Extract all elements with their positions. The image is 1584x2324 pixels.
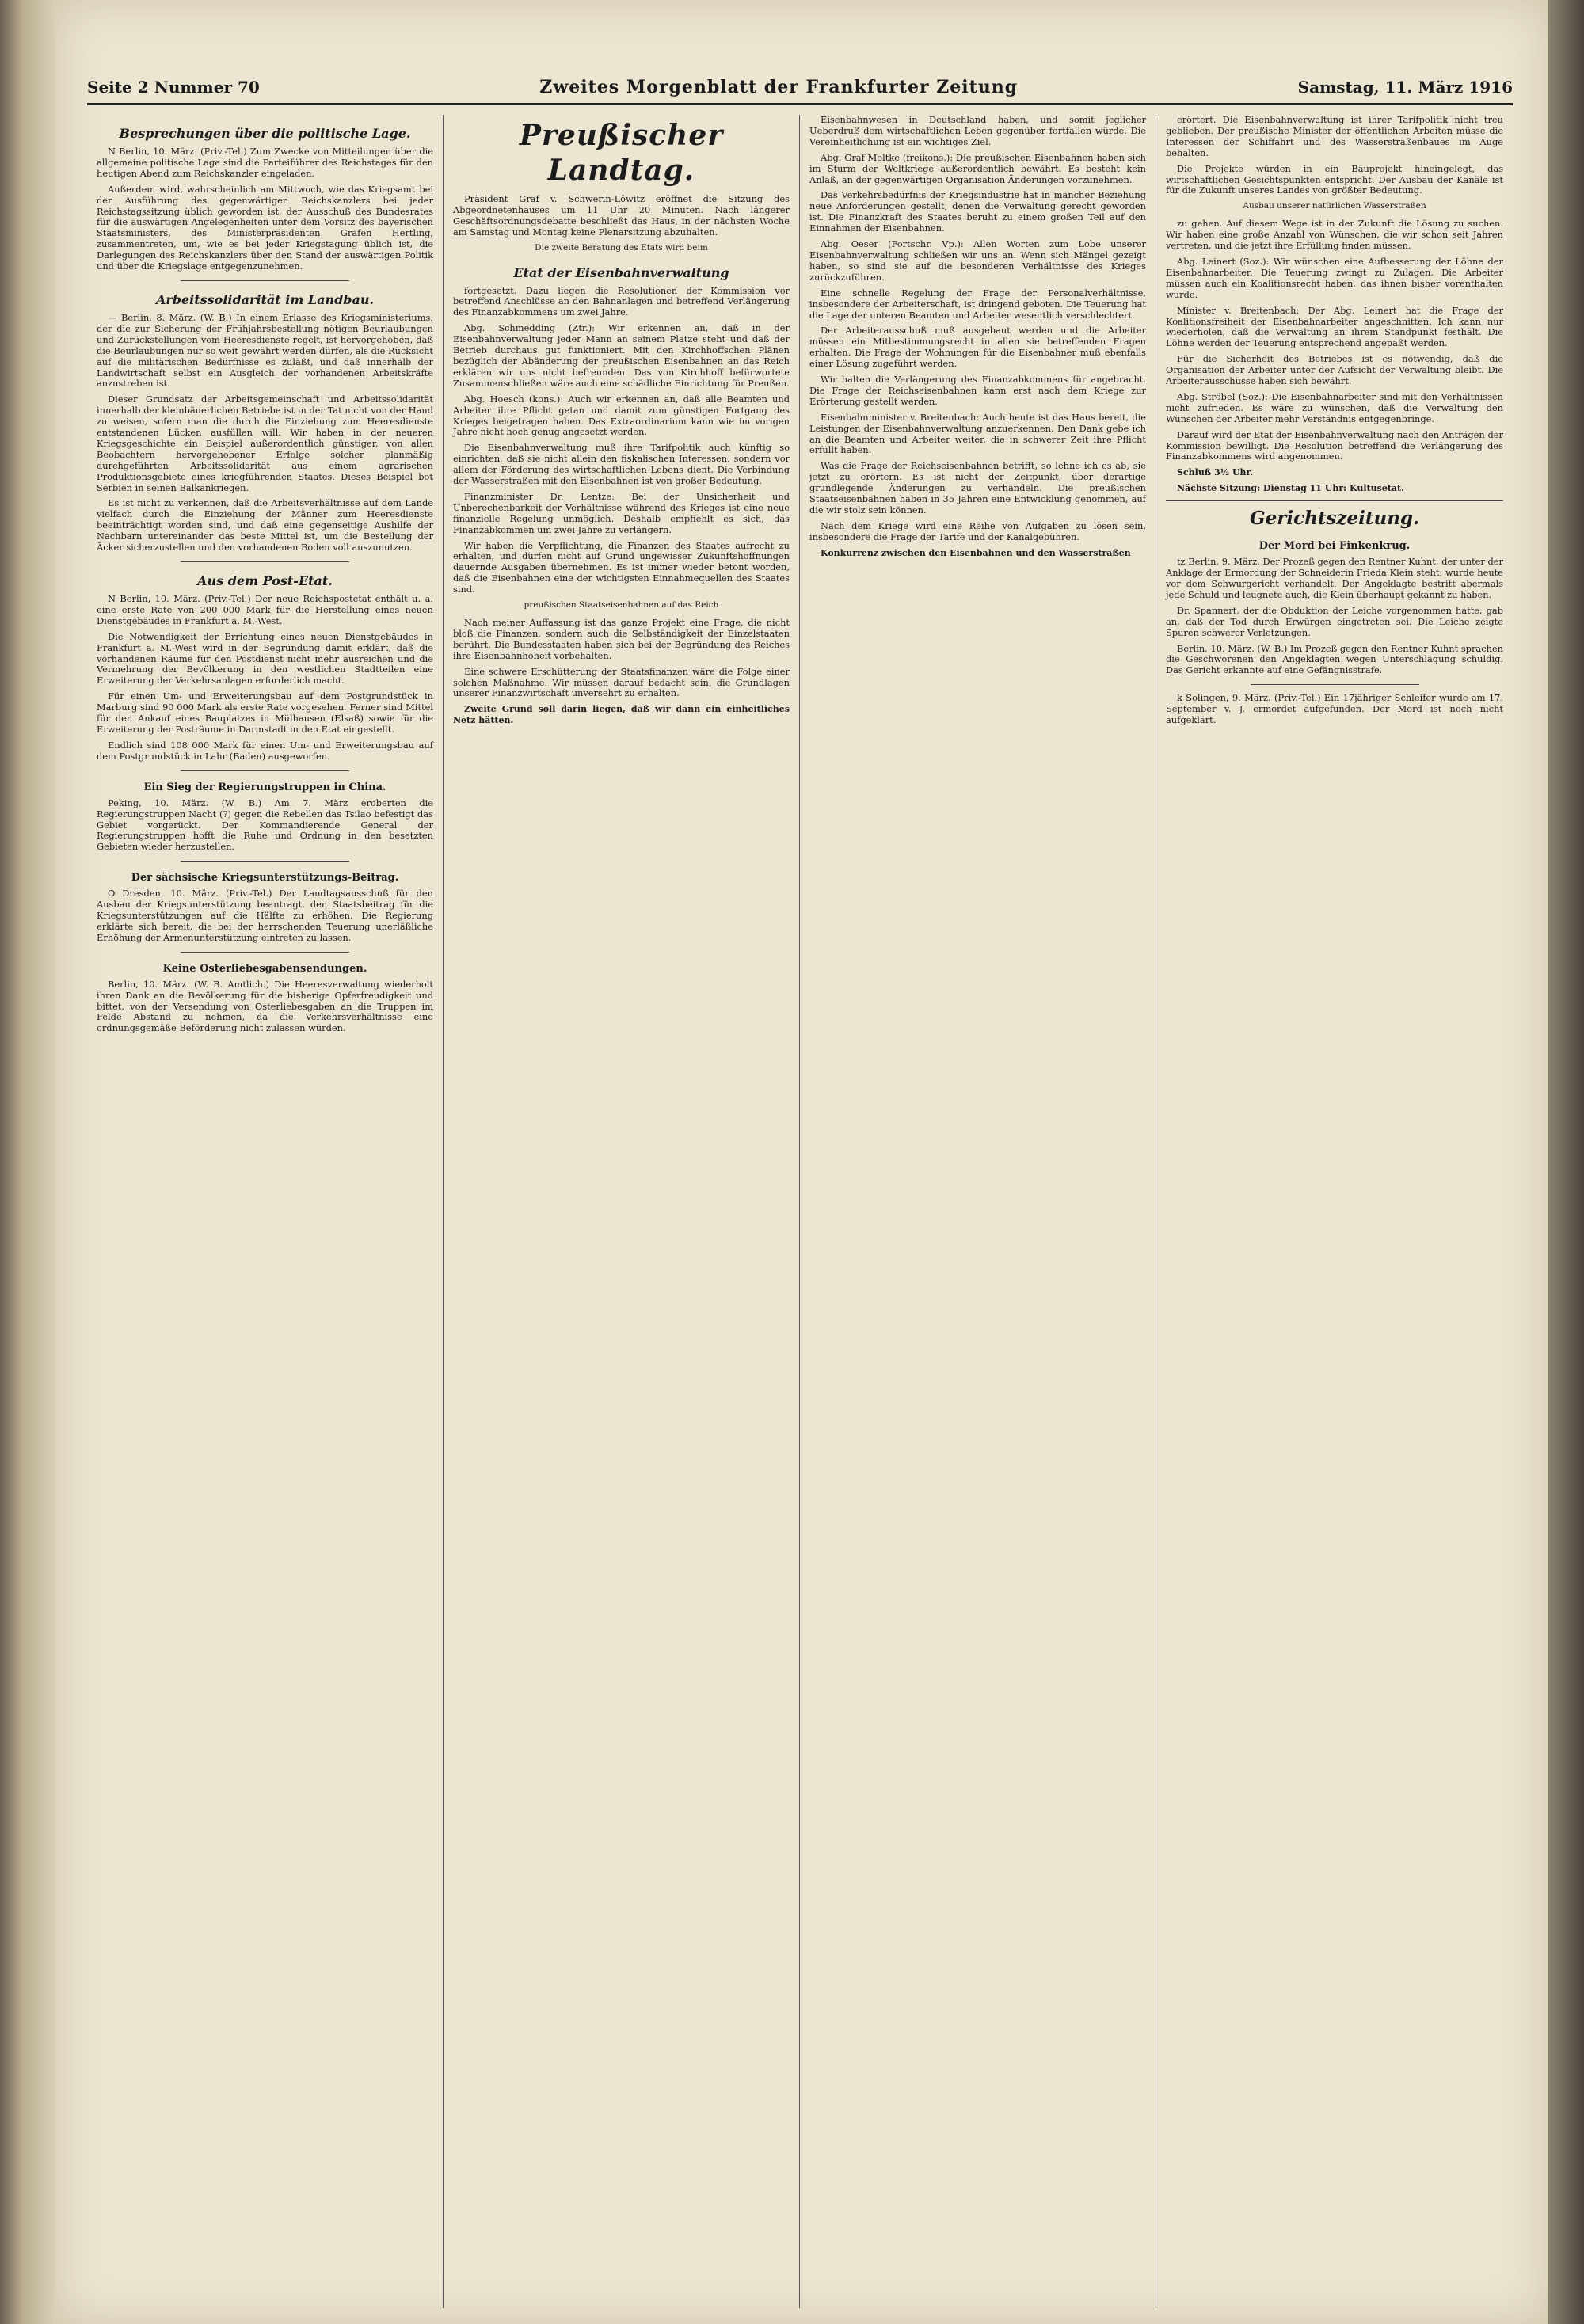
paragraph: Das Verkehrsbedürfnis der Kriegsindustrie hat in mancher Beziehung neue Anforderungen gestellt, denen die Verwaltung gerecht geworden ist. Die Finanzkraft des Staates beruht zu einem großen Teil auf den Einnahmen der Eisenbahnen. <box>809 189 1146 234</box>
paragraph: Wir halten die Verlängerung des Finanzabkommens für angebracht. Die Frage der Reichseisenbahnen kann erst nach dem Kriege zur Erörterung gestellt werden. <box>809 374 1146 407</box>
paragraph: Abg. Ströbel (Soz.): Die Eisenbahnarbeiter sind mit den Verhältnissen nicht zufrieden. Es wäre zu wünschen, daß die Verwaltung den Wünschen der Arbeiter mehr Verständnis entgegenbringe. <box>1166 390 1503 424</box>
paragraph: Es ist nicht zu verkennen, daß die Arbeitsverhältnisse auf dem Lande vielfach durch die Einziehung der Männer zum Heeresdienste beeinträchtigt worden sind, und daß eine gegenseitige Aushilfe der Nachbarn untereinander das beste Mittel ist, um die Bestellung der Äcker sicherzustellen und den vorhandenen Boden voll auszunutzen. <box>97 497 433 553</box>
paragraph: N Berlin, 10. März. (Priv.-Tel.) Der neue Reichspostetat enthält u. a. eine erste Rate von 200 000 Mark für die Herstellung eines neuen Dienstgebäudes in Frankfurt a. M.-West. <box>97 593 433 626</box>
paragraph: Die Projekte würden in ein Bauprojekt hineingelegt, das wirtschaftlichen Gesichtspunkten entspricht. Der Ausbau der Kanäle ist für die Zukunft unseres Landes von größter Bedeutung. <box>1166 162 1503 196</box>
paragraph: Dr. Spannert, der die Obduktion der Leiche vorgenommen hatte, gab an, daß der Tod durch Erwürgen eingetreten sei. Die Leiche zeigte Spuren schwerer Verletzungen. <box>1166 604 1503 638</box>
paragraph: Abg. Graf Moltke (freikons.): Die preußischen Eisenbahnen haben sich im Sturm der Weltkriege außerordentlich bewährt. Es besteht kein Anlaß, an der gegenwärtigen Organisation Änderungen vorzunehmen. <box>809 151 1146 185</box>
paragraph: Für die Sicherheit des Betriebes ist es notwendig, daß die Organisation der Arbeiter unter der Aufsicht der Verwaltung bleibt. Die Arbeiterausschüsse haben sich bewährt. <box>1166 353 1503 387</box>
paragraph: Nach dem Kriege wird eine Reihe von Aufgaben zu lösen sein, insbesondere die Frage der Tarife und der Kanalgebühren. <box>809 519 1146 542</box>
headline-easter-parcels: Keine Osterliebesgabensendungen. <box>162 962 367 975</box>
paragraph: Eine schnelle Regelung der Frage der Personalverhältnisse, insbesondere der Arbeiterschaft, ist dringend geboten. Die Teuerung hat die Lage der unteren Beamten und Arbeiter wesentlich verschlechtert. <box>809 287 1146 321</box>
divider <box>181 861 349 862</box>
newspaper-page <box>55 0 1548 2324</box>
headline-finkenkrug-murder: Der Mord bei Finkenkrug. <box>1258 540 1411 553</box>
headline-railway-budget: Etat der Eisenbahnverwaltung <box>513 264 729 280</box>
paragraph: Finanzminister Dr. Lentze: Bei der Unsicherheit und Unberechenbarkeit der Verhältnisse während des Krieges ist eine neue finanzielle Regelung unmöglich. Deshalb empfiehlt es sich, das Finanzabkommen um zwei Jahre zu verlängern. <box>453 490 790 535</box>
column-1 <box>87 115 444 2308</box>
paragraph: Die Eisenbahnverwaltung muß ihre Tarifpolitik auch künftig so einrichten, daß sie nicht allein den fiskalischen Interessen, sondern vor allem der Förderung des wirtschaftlichen Lebens dient. Die Verbindung der Wasserstraßen mit den Eisenbahnen ist von großer Bedeutung. <box>453 442 790 487</box>
column-footer-line: Konkurrenz zwischen den Eisenbahnen und den Wasserstraßen <box>821 547 1131 558</box>
paragraph: Darauf wird der Etat der Eisenbahnverwaltung nach den Anträgen der Kommission bewilligt. Die Resolution betreffend die Verlängerung des Finanzabkommens wird angenommen. <box>1166 428 1503 462</box>
divider <box>181 952 349 953</box>
paragraph: Abg. Oeser (Fortschr. Vp.): Allen Worten zum Lobe unserer Eisenbahnverwaltung schließen wir uns an. Wenn sich Mängel gezeigt haben, so sind sie auf die besonderen Verhältnisse des Krieges zurückzuführen. <box>809 238 1146 283</box>
page-number: Seite 2 Nummer 70 <box>87 78 260 97</box>
paragraph: Eisenbahnwesen in Deutschland haben, und somit jeglicher Ueberdruß dem wirtschaftlichen Leben gegenüber fortfallen würde. Die Vereinheitlichung ist ein wichtiges Ziel. <box>809 115 1146 147</box>
headline-post-budget: Aus dem Post-Etat. <box>197 573 333 588</box>
subheading: Die zweite Beratung des Etats wird beim <box>535 242 708 253</box>
paragraph: Abg. Leinert (Soz.): Wir wünschen eine Aufbesserung der Löhne der Eisenbahnarbeiter. Die Teuerung zwingt zu Zulagen. Die Arbeiter müssen auch ein Koalitionsrecht haben, das ihnen bisher vorenthalten wurde. <box>1166 255 1503 300</box>
paragraph: k Solingen, 9. März. (Priv.-Tel.) Ein 17jähriger Schleifer wurde am 17. September v. J. ermordet aufgefunden. Der Mord ist noch nicht aufgeklärt. <box>1166 692 1503 726</box>
column-footer-line: Zweite Grund soll darin liegen, daß wir dann ein einheitliches Netz hätten. <box>453 704 790 726</box>
headline-china-victory: Ein Sieg der Regierungstruppen in China. <box>143 781 386 793</box>
paragraph: erörtert. Die Eisenbahnverwaltung ist ihrer Tarifpolitik nicht treu geblieben. Der preußische Minister der öffentlichen Arbeiten müsse die Interessen der Schiffahrt und des Wasserstraßenbaues im Auge behalten. <box>1166 115 1503 158</box>
newspaper-title: Zweites Morgenblatt der Frankfurter Zeitung <box>539 77 1019 97</box>
paragraph: Außerdem wird, wahrscheinlich am Mittwoch, wie das Kriegsamt bei der Ausführung des gegenwärtigen Reichskanzlers bei jeder Reichstagssitzung üblich geworden ist, der Ausschuß des Bundesrates für die auswärtigen Angelegenheiten unter dem Vorsitz des bayerischen Staatsministers, des Ministerpräsidenten Grafen Hertling, zusammentreten, um, wie es bei jeder Kriegstagung üblich ist, die Darlegungen des Reichskanzlers über den Stand der auswärtigen Politik und über die Kriegslage entgegenzunehmen. <box>97 183 433 272</box>
paragraph: Was die Frage der Reichseisenbahnen betrifft, so lehne ich es ab, sie jetzt zu erörtern. Es ist nicht der Zeitpunkt, über derartige grundlegende Änderungen zu verhandeln. Die preußischen Staatseisenbahnen haben in 35 Jahren eine Entwicklung genommen, auf die wir stolz sein können. <box>809 460 1146 515</box>
article-columns <box>87 115 1513 2308</box>
headline-prussian-parliament: Preußischer Landtag. <box>519 119 724 187</box>
paragraph: Nach meiner Auffassung ist das ganze Projekt eine Frage, die nicht bloß die Finanzen, sondern auch die Selbständigkeit der Einzelstaaten berührt. Die Bundesstaaten haben sich bei der Begründung des Reiches ihre Eisenbahnhoheit vorbehalten. <box>453 617 790 661</box>
scan-right-edge <box>1548 0 1584 2324</box>
paragraph: Abg. Hoesch (kons.): Auch wir erkennen an, daß alle Beamten und Arbeiter ihre Pflicht getan und damit zum günstigen Fortgang des Krieges beigetragen haben. Das Extraordinarium kann wie im vorigen Jahre nicht hoch genug angesetzt werden. <box>453 393 790 438</box>
paragraph: Berlin, 10. März. (W. B.) Im Prozeß gegen den Rentner Kuhnt sprachen die Geschworenen den Angeklagten wegen Unterschlagung schuldig. Das Gericht erkannte auf eine Gefängnisstrafe. <box>1166 642 1503 676</box>
paragraph: Eisenbahnminister v. Breitenbach: Auch heute ist das Haus bereit, die Leistungen der Eisenbahnverwaltung anzuerkennen. Den Dank gebe ich an die Beamten und Arbeiter weiter, die in schwerer Zeit ihre Pflicht erfüllt haben. <box>809 411 1146 456</box>
paragraph: O Dresden, 10. März. (Priv.-Tel.) Der Landtagsausschuß für den Ausbau der Kriegsunterstützung beantragt, den Staatsbeitrag für die Kriegsunterstützungen auf die Hälfte zu erhöhen. Die Regierung erklärte sich bereit, die bei der herrschenden Teuerung unerläßliche Erhöhung der Armenunterstützung eintreten zu lassen. <box>97 888 433 943</box>
paragraph: Dieser Grundsatz der Arbeitsgemeinschaft und Arbeitssolidarität innerhalb der kleinbäuerlichen Betriebe ist in der Tat nicht von der Hand zu weisen, sofern man die durch die Einziehung zum Heeresdienste entstandenen Lücken ausfüllen will. Wir haben in der neueren Kriegsgeschichte ein Beispiel außerordentlich günstiger, von allen Beobachtern hervorgehobener Erfolge solcher planmäßig durchgeführten Arbeitssolidarität aus einem agrarischen Produktionsgebiete eines kriegführenden Staates. Dieses Beispiel bot Serbien in seinen Balkankriegen. <box>97 394 433 493</box>
column-3 <box>800 115 1156 2308</box>
paragraph: Peking, 10. März. (W. B.) Am 7. März eroberten die Regierungstruppen Nacht (?) gegen die Rebellen das Tsilao befestigt das Gebiet vorgerückt. Der Kommandierende General der Regierungstruppen hofft die Ruhe und Ordnung in den besetzten Gebieten wieder herzustellen. <box>97 797 433 853</box>
divider <box>1166 500 1503 501</box>
issue-date: Samstag, 11. März 1916 <box>1297 78 1513 97</box>
paragraph: Abg. Schmedding (Ztr.): Wir erkennen an, daß in der Eisenbahnverwaltung jeder Mann an seinem Platze steht und daß der Betrieb durchaus gut funktioniert. Mit den Kirchhoffschen Plänen bezüglich der Abänderung der preußischen Eisenbahnen an das Reich erklären wir uns nicht befreunden. Das von Kirchhoff befürwortete Zusammenschließen wäre auch eine schädliche Einrichtung für Preußen. <box>453 322 790 389</box>
paragraph: Eine schwere Erschütterung der Staatsfinanzen wäre die Folge einer solchen Maßnahme. Wir müssen darauf bedacht sein, die Grundlagen unserer Finanzwirtschaft unversehrt zu erhalten. <box>453 665 790 699</box>
divider <box>181 770 349 771</box>
scan-binding-edge <box>0 0 55 2324</box>
column-2 <box>444 115 800 2308</box>
paragraph: N Berlin, 10. März. (Priv.-Tel.) Zum Zwecke von Mitteilungen über die allgemeine politische Lage sind die Parteiführer des Reichstages für den heutigen Abend zum Reichskanzler eingeladen. <box>97 146 433 179</box>
next-session: Nächste Sitzung: Dienstag 11 Uhr: Kultusetat. <box>1177 483 1404 494</box>
divider <box>181 280 349 281</box>
divider <box>181 561 349 562</box>
session-close: Schluß 3½ Uhr. <box>1177 467 1254 478</box>
subheading: preußischen Staatseisenbahnen auf das Reich <box>524 600 719 610</box>
headline-political-talks: Besprechungen über die politische Lage. <box>119 126 411 141</box>
paragraph: — Berlin, 8. März. (W. B.) In einem Erlasse des Kriegsministeriums, der die zur Sicherung der Frühjahrsbestellung nötigen Beurlaubungen und Zurückstellungen vom Heeresdienste regelt, ist hervorgehoben, daß die Beurlaubungen nur so weit gewährt werden dürfen, als die Rücksicht auf die militärischen Bedürfnisse es zuläßt, und daß innerhalb der Landwirtschaft selbst ein Ausgleich der vorhandenen Arbeitskräfte anzustreben ist. <box>97 311 433 390</box>
paragraph: Für einen Um- und Erweiterungsbau auf dem Postgrundstück in Marburg sind 90 000 Mark als erste Rate vorgesehen. Ferner sind Mittel für den Ankauf eines Bauplatzes in Mülhausen (Elsaß) sowie für die Erweiterung der Posträume in Darmstadt in den Etat eingestellt. <box>97 690 433 735</box>
paragraph: zu gehen. Auf diesem Wege ist in der Zukunft die Lösung zu suchen. Wir haben eine große Anzahl von Wünschen, die wir schon seit Jahren vertreten, und die jetzt ihre Erfüllung finden müssen. <box>1166 218 1503 252</box>
paragraph: Wir haben die Verpflichtung, die Finanzen des Staates aufrecht zu erhalten, und dürfen nicht auf Grund ungewisser Zukunftshoffnungen dauernde Ausgaben übernehmen. Es ist immer wieder betont worden, daß die Eisenbahnen eine der wichtigsten Einnahmequellen des Staates sind. <box>453 539 790 595</box>
paragraph: Der Arbeiterausschuß muß ausgebaut werden und die Arbeiter müssen ein Mitbestimmungsrecht in allen sie betreffenden Fragen erhalten. Die Frage der Wohnungen für die Eisenbahner muß ebenfalls einer Lösung zugeführt werden. <box>809 325 1146 370</box>
column-4 <box>1156 115 1513 2308</box>
subheading: Ausbau unserer natürlichen Wasserstraßen <box>1243 201 1426 211</box>
paragraph: fortgesetzt. Dazu liegen die Resolutionen der Kommission vor betreffend Anschlüsse an den Bahnanlagen und betreffend Verlängerung des Finanzabkommens um zwei Jahre. <box>453 284 790 318</box>
headline-saxon-contribution: Der sächsische Kriegsunterstützungs-Beitrag. <box>131 872 399 884</box>
paragraph: Präsident Graf v. Schwerin-Löwitz eröffnet die Sitzung des Abgeordnetenhauses um 11 Uhr 20 Minuten. Nach längerer Geschäftsordnungsdebatte beschließt das Haus, in der nächsten Woche am Samstag und Montag keine Plenarsitzung abzuhalten. <box>453 193 790 238</box>
paragraph: Endlich sind 108 000 Mark für einen Um- und Erweiterungsbau auf dem Postgrundstück in Lahr (Baden) ausgeworfen. <box>97 739 433 762</box>
divider <box>1251 684 1419 685</box>
paragraph: Die Notwendigkeit der Errichtung eines neuen Dienstgebäudes in Frankfurt a. M.-West wird in der Begründung damit erklärt, daß die vorhandenen Räume für den Postdienst nicht mehr ausreichen und die Vermehrung der Bevölkerung in den westlichen Stadtteilen eine Erweiterung der Verkehrsanlagen erforderlich macht. <box>97 630 433 687</box>
paragraph: tz Berlin, 9. März. Der Prozeß gegen den Rentner Kuhnt, der unter der Anklage der Ermordung der Schneiderin Frieda Klein steht, wurde heute vor dem Schwurgericht verhandelt. Der Angeklagte bestritt abermals jede Schuld und leugnete auch, die Klein überhaupt gekannt zu haben. <box>1166 556 1503 600</box>
headline-labor-solidarity: Arbeitssolidarität im Landbau. <box>155 291 375 307</box>
paragraph: Berlin, 10. März. (W. B. Amtlich.) Die Heeresverwaltung wiederholt ihren Dank an die Bevölkerung für die bisherige Opferfreudigkeit und bittet, von der Versendung von Osterliebesgaben an die Truppen im Felde Abstand zu nehmen, da die Verkehrsverhältnisse eine ordnungsgemäße Beförderung nicht zulassen würden. <box>97 978 433 1034</box>
paragraph: Minister v. Breitenbach: Der Abg. Leinert hat die Frage der Koalitionsfreiheit der Eisenbahnarbeiter angeschnitten. Ich kann nur wiederholen, daß die Verwaltung an ihrem Standpunkt festhält. Die Löhne werden der Teuerung entsprechend angepaßt werden. <box>1166 304 1503 349</box>
headline-court-news: Gerichtszeitung. <box>1249 508 1420 530</box>
masthead <box>87 71 1513 105</box>
